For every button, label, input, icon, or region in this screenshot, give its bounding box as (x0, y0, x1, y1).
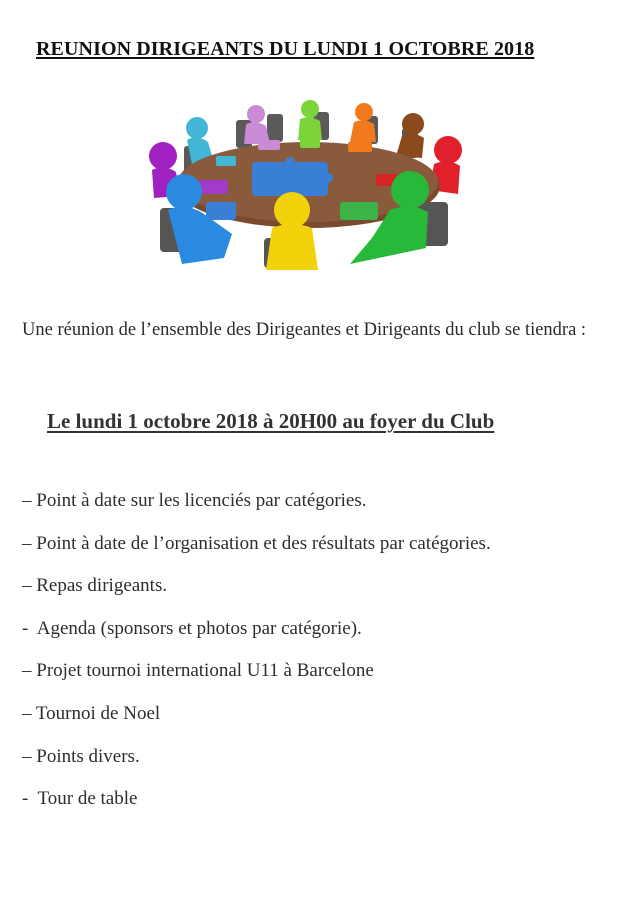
agenda-item (22, 658, 491, 701)
agenda-bullet: – (22, 745, 32, 767)
agenda-item-text: Tour de table (28, 788, 138, 810)
agenda-item-text: Repas dirigeants. (31, 575, 168, 597)
agenda-item (22, 488, 491, 531)
agenda-item-text: Projet tournoi international U11 à Barcelone (31, 660, 374, 682)
agenda-item (22, 786, 491, 829)
agenda-item (22, 531, 491, 574)
meeting-illustration (140, 98, 470, 270)
meeting-date-line: Le lundi 1 octobre 2018 à 20H00 au foyer du Club (47, 409, 495, 433)
agenda-bullet: – (22, 575, 32, 597)
agenda-bullet: – (22, 702, 32, 724)
agenda-bullet: – (22, 490, 32, 511)
person-brown (396, 113, 424, 158)
agenda-item (22, 701, 491, 744)
agenda-item-text: Tournoi de Noel (31, 702, 161, 724)
intro-paragraph: Une réunion de l’ensemble des Dirigeantes et Dirigeants du club se tiendra : (22, 320, 587, 340)
agenda-item (22, 744, 491, 787)
agenda-bullet: - (22, 788, 29, 810)
agenda-item-text: Point à date de l’organisation et des résultats par catégories. (31, 532, 491, 554)
agenda-list (22, 488, 491, 829)
document-title: REUNION DIRIGEANTS DU LUNDI 1 OCTOBRE 2018 (36, 38, 535, 60)
agenda-item-text: Agenda (sponsors et photos par catégorie). (28, 617, 362, 639)
agenda-bullet: – (22, 532, 32, 554)
agenda-item (22, 616, 491, 659)
person-lavender (244, 105, 270, 144)
agenda-bullet: – (22, 660, 32, 682)
agenda-item-text: Points divers. (31, 745, 140, 767)
agenda-item (22, 573, 491, 616)
agenda-bullet: - (22, 617, 29, 639)
agenda-item-text: Point à date sur les licenciés par catégories. (31, 490, 367, 511)
